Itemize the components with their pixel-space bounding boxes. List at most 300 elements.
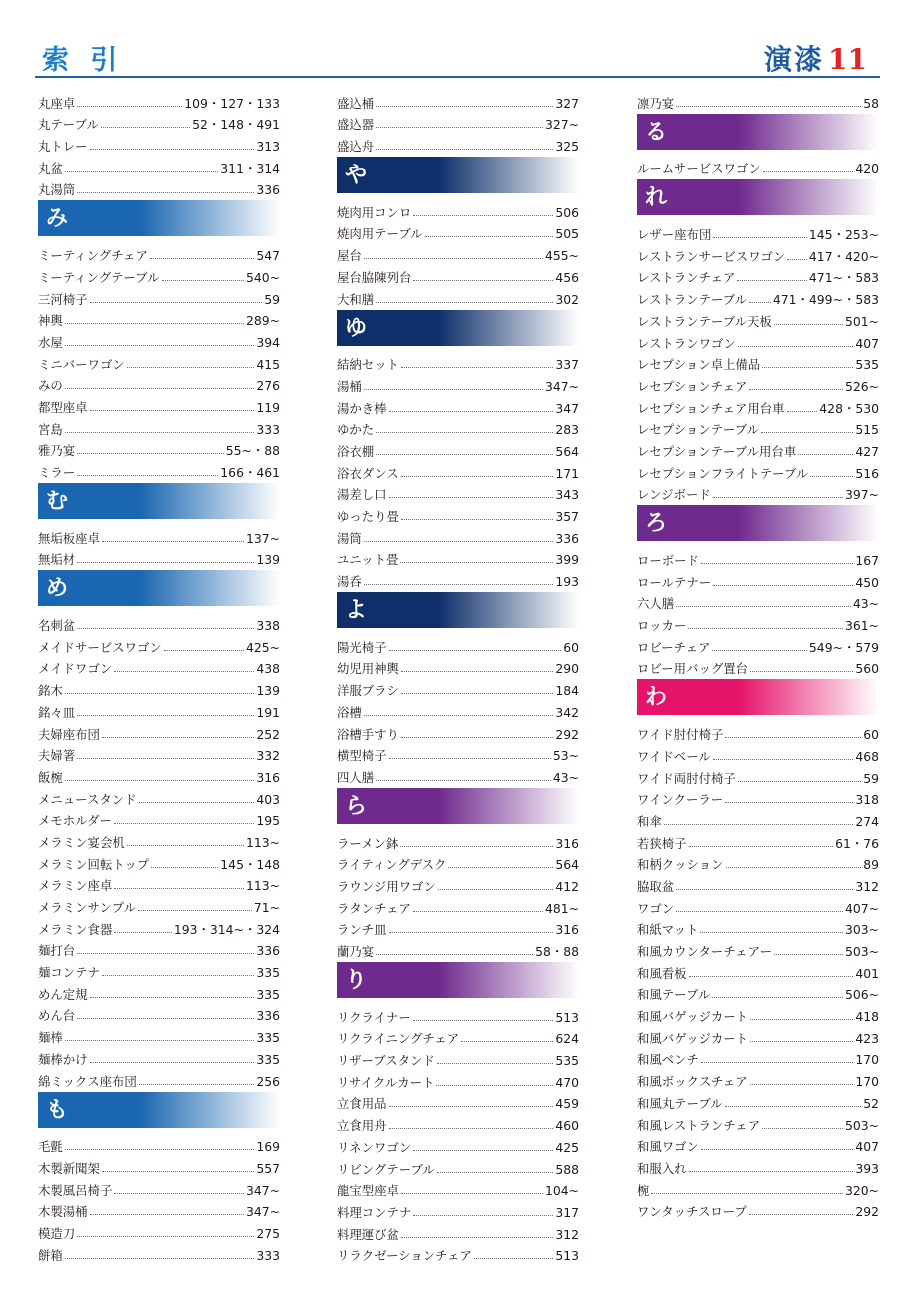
index-entry [38, 872, 280, 894]
dot-leader [65, 432, 255, 433]
index-entry [38, 980, 280, 1002]
entry-term: 屋台 [337, 248, 362, 264]
entry-term: ライティングデスク [337, 857, 447, 873]
entry-page-numbers: 337 [555, 357, 579, 373]
dot-leader [749, 302, 771, 303]
entry-term: 浴衣棚 [337, 443, 375, 459]
entry-term: メラミンサンプル [38, 900, 137, 915]
entry-page-numbers: 195 [256, 813, 280, 829]
dot-leader [77, 453, 224, 454]
entry-page-numbers: 564 [555, 443, 579, 459]
entry-term: 盛込器 [337, 117, 375, 133]
section-heading-label: れ [645, 184, 668, 211]
index-entry [637, 1176, 879, 1198]
index-entry [38, 785, 280, 807]
dot-leader [436, 1085, 553, 1086]
entry-term: 麺コンテナ [38, 965, 100, 981]
index-entry [637, 786, 879, 808]
index-entry [38, 915, 280, 937]
entry-page-numbers: 460 [555, 1118, 579, 1134]
entry-page-numbers: 60 [563, 639, 579, 655]
dot-leader [90, 302, 263, 303]
dot-leader [376, 454, 553, 455]
index-entry [337, 111, 579, 133]
entry-page-numbers: 333 [256, 421, 280, 437]
dot-leader [787, 259, 807, 260]
index-entry [637, 1133, 879, 1155]
index-entry [337, 372, 579, 394]
entry-term: 蘭乃宴 [337, 944, 375, 959]
entry-page-numbers: 335 [256, 965, 280, 981]
dot-leader [376, 432, 553, 433]
dot-leader [389, 650, 562, 651]
dot-leader [150, 258, 254, 259]
index-entry [637, 611, 879, 633]
index-entry [38, 720, 280, 742]
dot-leader [413, 1150, 553, 1151]
dot-leader [114, 932, 172, 933]
dot-leader [114, 888, 244, 889]
dot-leader [713, 585, 853, 586]
index-entry [637, 829, 879, 851]
entry-term: 丸湯筒 [38, 182, 76, 198]
entry-page-numbers: 347~ [245, 1204, 280, 1220]
index-entry [637, 1154, 879, 1176]
section-heading-label: ゆ [345, 314, 368, 341]
section-heading-label: ら [345, 792, 368, 819]
index-entry [337, 285, 579, 307]
dot-leader [738, 346, 854, 347]
dot-leader [127, 845, 244, 846]
entry-term: めん台 [38, 1008, 76, 1024]
dot-leader [413, 1215, 553, 1216]
entry-term: リラクゼーションチェア [337, 1248, 472, 1264]
index-entry [38, 958, 280, 980]
entry-term: 立食用品 [337, 1096, 387, 1112]
entry-page-numbers: 335 [256, 1051, 280, 1067]
entry-page-numbers: 471・499~・583 [772, 292, 879, 308]
index-entry [38, 937, 280, 959]
entry-term: 四人膳 [337, 769, 375, 785]
entry-term: 横型椅子 [337, 748, 387, 764]
entry-term: ミーティングテーブル [38, 269, 160, 285]
entry-term: メイドワゴン [38, 661, 113, 677]
section-heading [337, 310, 579, 346]
index-entry [637, 372, 879, 394]
dot-leader [701, 1149, 853, 1150]
dot-leader [389, 1128, 554, 1129]
entry-page-numbers: 318 [855, 792, 879, 808]
index-entry [637, 89, 879, 111]
index-entry [38, 285, 280, 307]
entry-page-numbers: 535 [555, 1053, 579, 1069]
index-entry [637, 764, 879, 786]
index-entry [637, 633, 879, 655]
entry-term: メラミン宴会机 [38, 834, 125, 850]
entry-term: ランチ皿 [337, 922, 387, 938]
index-entry [637, 1089, 879, 1111]
dot-leader [689, 976, 854, 977]
index-entry [337, 459, 579, 481]
entry-term: 都型座卓 [38, 399, 88, 415]
index-entry [38, 1176, 280, 1198]
entry-page-numbers: 256 [256, 1073, 280, 1089]
index-entry [637, 329, 879, 351]
entry-page-numbers: 513 [555, 1009, 579, 1025]
dot-leader [664, 824, 854, 825]
entry-term: 麺棒 [38, 1030, 63, 1046]
brand-logo [764, 38, 867, 78]
entry-page-numbers: 336 [555, 530, 579, 546]
dot-leader [437, 1172, 554, 1173]
dot-leader [102, 1171, 254, 1172]
index-entry [337, 1068, 579, 1090]
section-heading-label: り [345, 967, 368, 993]
page-header [0, 0, 915, 80]
entry-page-numbers: 171 [555, 465, 579, 481]
entry-term: ラウンジ用ワゴン [337, 878, 436, 894]
entry-term: 若狭椅子 [637, 835, 687, 851]
index-entry [337, 1025, 579, 1047]
entry-term: 洋服ブラシ [337, 683, 399, 699]
dot-leader [749, 389, 843, 390]
dot-leader [364, 715, 554, 716]
entry-term: レセプションチェア用台車 [637, 400, 785, 416]
dot-leader [114, 823, 254, 824]
dot-leader [713, 237, 807, 238]
section-heading-label: わ [645, 684, 668, 711]
entry-page-numbers: 113~ [245, 834, 280, 850]
section-heading [637, 679, 879, 715]
section-heading [337, 962, 579, 998]
index-entry [38, 546, 280, 568]
entry-page-numbers: 274 [855, 813, 879, 829]
dot-leader [389, 758, 551, 759]
index-entry [38, 1067, 280, 1089]
index-entry [337, 241, 579, 263]
dot-leader [376, 149, 553, 150]
entry-term: 湯差し口 [337, 487, 387, 503]
entry-page-numbers: 347~ [544, 378, 579, 394]
index-entry [337, 481, 579, 503]
section-heading [637, 505, 879, 541]
index-entry [337, 263, 579, 285]
entry-page-numbers: 540~ [245, 269, 280, 285]
index-entry [38, 611, 280, 633]
entry-page-numbers: 312 [555, 1226, 579, 1242]
entry-page-numbers: 303~ [844, 922, 879, 938]
entry-page-numbers: 290 [555, 661, 579, 677]
index-entry [337, 916, 579, 938]
index-entry [337, 633, 579, 655]
section-heading [337, 788, 579, 824]
entry-page-numbers: 145・148 [220, 856, 280, 872]
entry-page-numbers: 560 [855, 661, 879, 677]
index-entry [38, 132, 280, 154]
entry-term: 三河椅子 [38, 291, 88, 307]
entry-term: 大和膳 [337, 291, 375, 307]
index-entry [337, 1242, 579, 1264]
entry-term: リネンワゴン [337, 1139, 412, 1155]
dot-leader [102, 737, 254, 738]
brand-number: 11 [828, 43, 867, 76]
entry-page-numbers: 252 [256, 726, 280, 742]
entry-page-numbers: 145・253~ [808, 227, 879, 243]
entry-term: ワイド肘付椅子 [637, 727, 724, 743]
entry-page-numbers: 170 [855, 1074, 879, 1090]
index-entry [637, 720, 879, 742]
entry-page-numbers: 327~ [544, 117, 579, 133]
dot-leader [114, 1193, 244, 1194]
dot-leader [689, 846, 834, 847]
dot-leader [376, 302, 553, 303]
entry-page-numbers: 312 [855, 878, 879, 894]
entry-page-numbers: 456 [555, 269, 579, 285]
dot-leader [77, 953, 254, 954]
entry-term: 餅箱 [38, 1247, 63, 1263]
dot-leader [763, 171, 854, 172]
entry-page-numbers: 501~ [844, 313, 879, 329]
entry-term: メイドサービスワゴン [38, 639, 162, 655]
entry-page-numbers: 325 [555, 139, 579, 155]
entry-page-numbers: 425 [555, 1139, 579, 1155]
entry-page-numbers: 588 [555, 1161, 579, 1177]
dot-leader [737, 280, 807, 281]
entry-term: リサイクルカート [337, 1074, 435, 1090]
dot-leader [651, 1193, 843, 1194]
dot-leader [688, 628, 843, 629]
dot-leader [102, 541, 244, 542]
entry-page-numbers: 52 [863, 1095, 879, 1111]
entry-term: 和風ボックスチェア [637, 1074, 748, 1090]
dot-leader [139, 1084, 255, 1085]
entry-page-numbers: 412 [555, 878, 579, 894]
entry-page-numbers: 276 [256, 378, 280, 394]
entry-term: レストランワゴン [637, 335, 736, 351]
index-entry [38, 307, 280, 329]
entry-page-numbers: 505 [555, 226, 579, 242]
dot-leader [65, 780, 255, 781]
dot-leader [437, 1063, 554, 1064]
dot-leader [389, 932, 554, 933]
entry-page-numbers: 184 [555, 683, 579, 699]
index-entry [637, 351, 879, 373]
dot-leader [676, 606, 851, 607]
dot-leader [65, 345, 255, 346]
entry-term: ゆかた [337, 422, 375, 438]
entry-term: レセプション卓上備品 [637, 357, 761, 373]
dot-leader [701, 563, 853, 564]
entry-term: 和傘 [637, 813, 662, 829]
index-entry [637, 1067, 879, 1089]
entry-page-numbers: 407~ [844, 900, 879, 916]
index-entry [637, 155, 879, 177]
entry-term: 麺棒かけ [38, 1051, 88, 1067]
index-entry [637, 590, 879, 612]
entry-term: 湯呑 [337, 574, 362, 590]
entry-term: メモホルダー [38, 813, 112, 829]
entry-page-numbers: 503~ [844, 1117, 879, 1133]
index-entry [38, 1241, 280, 1263]
index-entry [38, 676, 280, 698]
dot-leader [90, 410, 255, 411]
entry-term: 無垢材 [38, 552, 76, 568]
dot-leader [90, 1214, 244, 1215]
entry-term: 湯筒 [337, 530, 362, 546]
dot-leader [77, 475, 218, 476]
entry-page-numbers: 59 [264, 291, 280, 307]
entry-page-numbers: 139 [256, 683, 280, 699]
entry-page-numbers: 166・461 [220, 465, 280, 480]
index-column-2 [337, 89, 579, 1263]
dot-leader [774, 324, 843, 325]
entry-term: 銘々皿 [38, 704, 76, 720]
dot-leader [376, 780, 551, 781]
entry-page-numbers: 455~ [544, 248, 579, 264]
entry-page-numbers: 55~・88 [225, 443, 280, 459]
dot-leader [712, 650, 806, 651]
entry-page-numbers: 311・314 [220, 160, 280, 176]
entry-term: 幼児用神輿 [337, 661, 399, 677]
dot-leader [401, 476, 554, 477]
entry-page-numbers: 292 [555, 726, 579, 742]
dot-leader [750, 671, 853, 672]
dot-leader [749, 1214, 853, 1215]
index-entry [38, 655, 280, 677]
index-entry [38, 458, 280, 480]
dot-leader [400, 562, 553, 563]
index-entry [637, 894, 879, 916]
entry-term: 和風カウンターチェアー [637, 944, 773, 959]
dot-leader [676, 106, 861, 107]
dot-leader [77, 715, 254, 716]
entry-page-numbers: 470 [555, 1074, 579, 1090]
section-heading-label: る [645, 118, 668, 145]
entry-term: ワインクーラー [637, 792, 724, 808]
entry-page-numbers: 119 [256, 399, 280, 415]
entry-term: レストランチェア [637, 270, 736, 286]
entry-term: レセプションテーブル用台車 [637, 443, 797, 459]
entry-page-numbers: 427 [855, 443, 879, 459]
entry-page-numbers: 109・127・133 [184, 95, 280, 111]
entry-term: 盛込舟 [337, 139, 375, 155]
index-entry [337, 437, 579, 459]
index-entry [337, 89, 579, 111]
index-entry [337, 1220, 579, 1242]
index-entry [38, 763, 280, 785]
entry-term: レセプションテーブル [637, 422, 760, 438]
index-entry [637, 916, 879, 938]
index-entry [38, 263, 280, 285]
index-entry [38, 698, 280, 720]
entry-page-numbers: 423 [855, 1030, 879, 1046]
entry-page-numbers: 468 [855, 748, 879, 764]
index-entry [38, 393, 280, 415]
index-entry [637, 546, 879, 568]
index-entry [38, 742, 280, 764]
dot-leader [750, 1084, 854, 1085]
index-entry [637, 1198, 879, 1220]
section-heading-label: も [46, 1096, 69, 1123]
index-entry [337, 872, 579, 894]
index-entry [637, 959, 879, 981]
entry-page-numbers: 549~・579 [808, 639, 879, 655]
entry-term: めん定規 [38, 986, 88, 1002]
entry-page-numbers: 43~ [852, 596, 879, 612]
dot-leader [389, 411, 554, 412]
dot-leader [787, 411, 818, 412]
entry-page-numbers: 516 [855, 465, 879, 481]
index-entry [38, 1002, 280, 1024]
entry-page-numbers: 407 [855, 1139, 879, 1155]
index-entry [337, 524, 579, 546]
dot-leader [413, 911, 543, 912]
dot-leader [725, 737, 861, 738]
entry-term: 麺打台 [38, 943, 76, 959]
index-entry [38, 350, 280, 372]
index-entry [637, 242, 879, 264]
entry-term: 料理コンテナ [337, 1204, 412, 1220]
entry-term: 丸テーブル [38, 117, 99, 133]
dot-leader [162, 280, 244, 281]
dot-leader [712, 997, 843, 998]
dot-leader [138, 910, 252, 911]
entry-term: 六人膳 [637, 596, 675, 612]
dot-leader [151, 867, 218, 868]
dot-leader [461, 1041, 553, 1042]
entry-page-numbers: 557 [256, 1160, 280, 1176]
index-entry [337, 851, 579, 873]
dot-leader [77, 562, 254, 563]
index-entry [637, 394, 879, 416]
entry-term: 和風レストランチェア [637, 1117, 761, 1133]
entry-term: 龍宝型座卓 [337, 1183, 399, 1199]
dot-leader [65, 1149, 255, 1150]
entry-page-numbers: 327 [555, 95, 579, 111]
dot-leader [774, 954, 843, 955]
entry-page-numbers: 53~ [552, 748, 579, 764]
entry-term: ミニバーワゴン [38, 356, 125, 372]
entry-page-numbers: 191 [256, 704, 280, 720]
index-entry [337, 351, 579, 373]
index-entry [38, 1133, 280, 1155]
entry-term: ロビー用バッグ置台 [637, 661, 749, 677]
index-entry [337, 567, 579, 589]
dot-leader [114, 671, 254, 672]
index-entry [38, 415, 280, 437]
entry-term: リビングテーブル [337, 1161, 435, 1177]
entry-term: 料理運び盆 [337, 1226, 399, 1242]
dot-leader [65, 171, 219, 172]
index-entry [337, 220, 579, 242]
index-entry [337, 198, 579, 220]
section-heading [38, 1092, 280, 1128]
entry-page-numbers: 438 [256, 661, 280, 677]
entry-page-numbers: 335 [256, 1030, 280, 1046]
entry-term: 湯かき棒 [337, 400, 387, 416]
entry-page-numbers: 503~ [844, 944, 879, 959]
index-entry [337, 763, 579, 785]
entry-term: みの [38, 378, 63, 394]
entry-term: 屋台脇陳列台 [337, 269, 412, 285]
entry-term: 無垢板座卓 [38, 530, 100, 546]
entry-page-numbers: 417・420~ [808, 248, 879, 264]
dot-leader [364, 389, 543, 390]
section-heading-label: み [46, 205, 69, 232]
entry-page-numbers: 471~・583 [808, 270, 879, 286]
entry-page-numbers: 332 [256, 748, 280, 764]
entry-term: 和風看板 [637, 965, 687, 981]
